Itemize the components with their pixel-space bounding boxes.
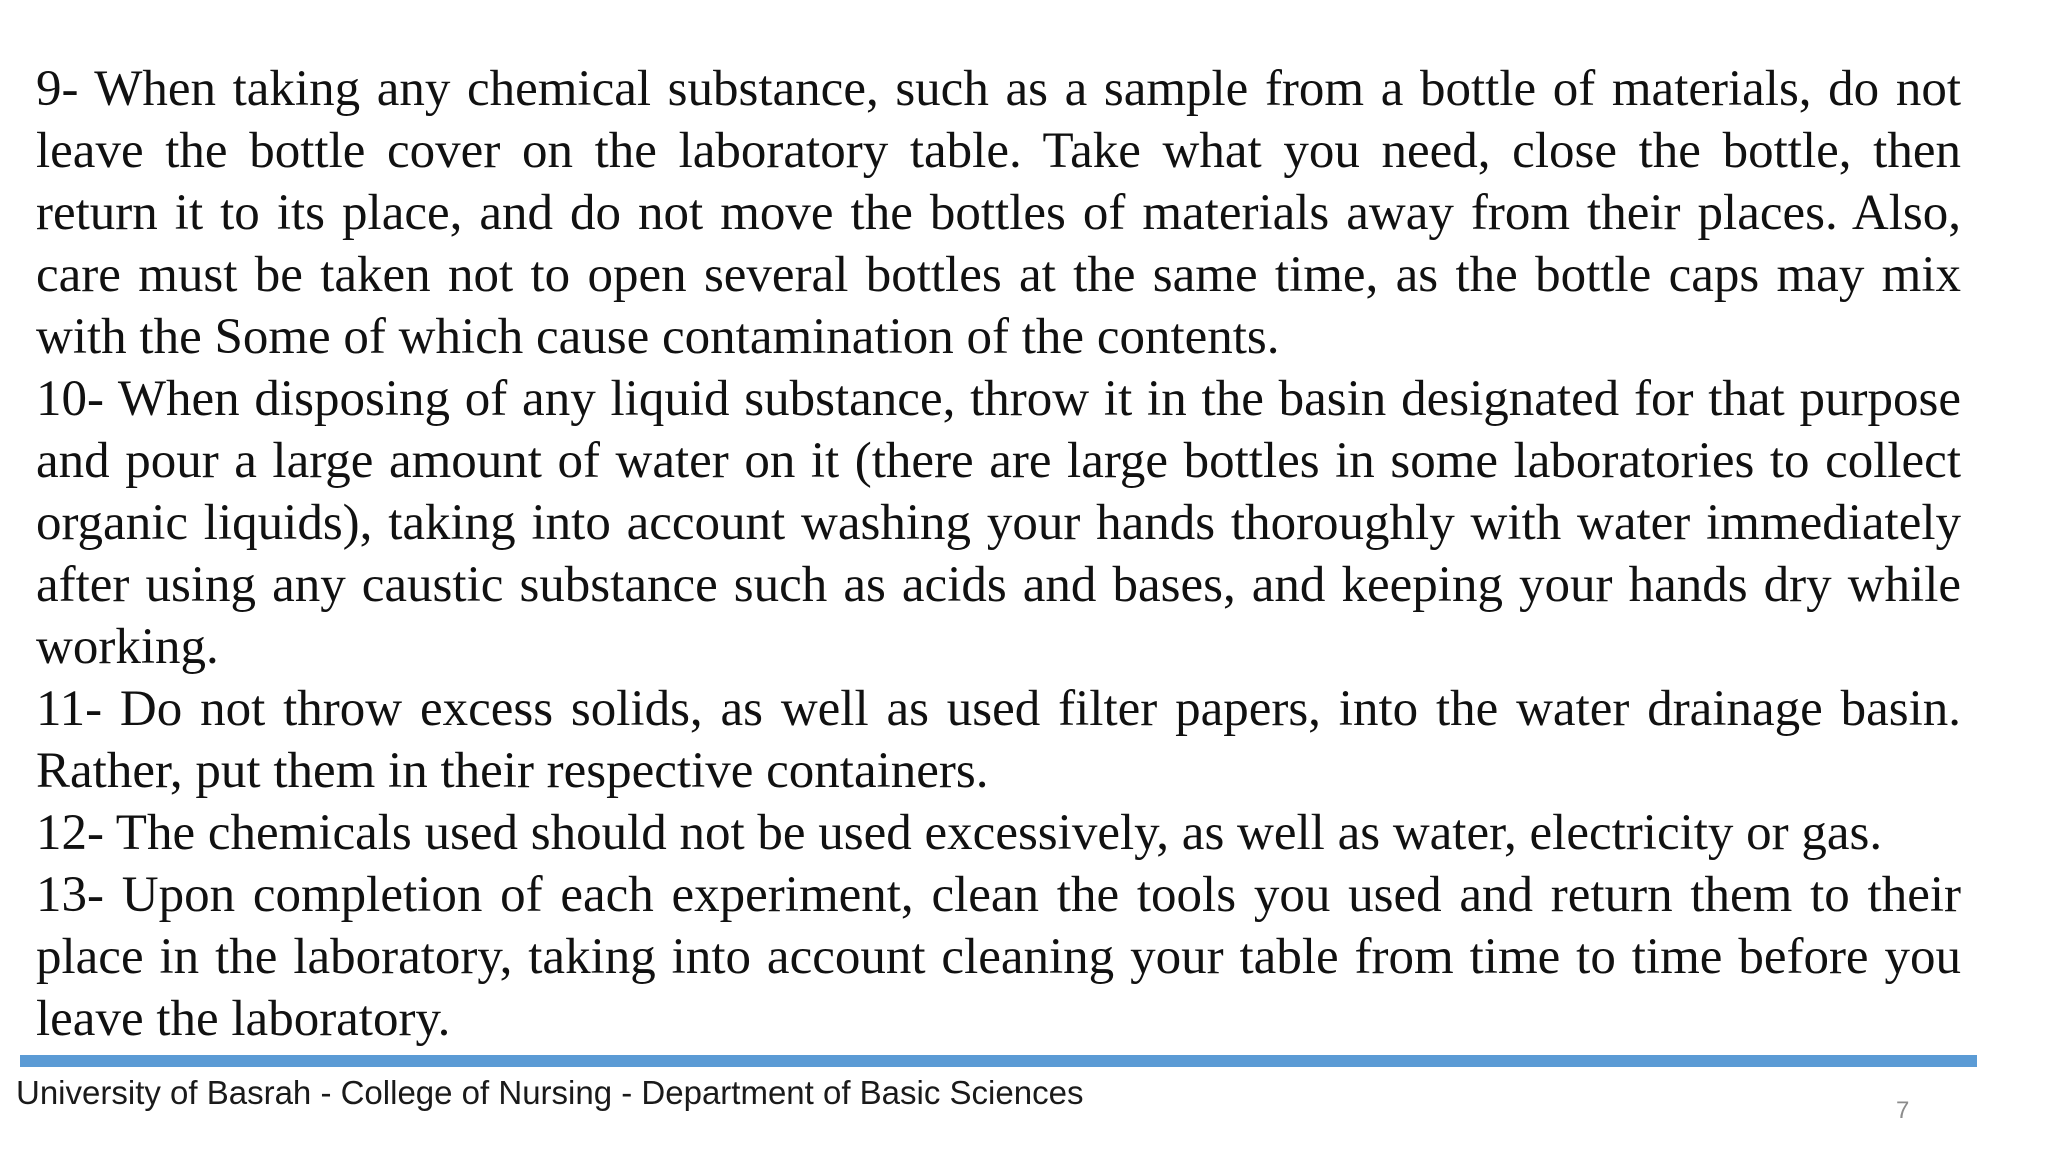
rule-item-10: 10- When disposing of any liquid substance, throw it in the basin designated for that purpose and pour a large amount of water on it (there are large bottles in some laboratories to collect organic liquids), taking into account washing your hands thoroughly with water immediately after using any caustic substance such as acids and bases, and keeping your hands dry while working. [36, 371, 1961, 675]
slide-body [36, 58, 1961, 1050]
footer-institution: University of Basrah - College of Nursing - Department of Basic Sciences [16, 1074, 1084, 1111]
page-number: 7 [1896, 1097, 1910, 1124]
rule-item-12: 12- The chemicals used should not be used excessively, as well as water, electricity or gas. [36, 805, 1883, 861]
rule-item-9: 9- When taking any chemical substance, such as a sample from a bottle of materials, do not leave the bottle cover on the laboratory table. Take what you need, close the bottle, then return it to its place, and do not move the bottles of materials away from their places. Also, care must be taken not to open several bottles at the same time, as the bottle caps may mix with the Some of which cause contamination of the contents. [36, 61, 1961, 365]
rule-item-13: 13- Upon completion of each experiment, clean the tools you used and return them to their place in the laboratory, taking into account cleaning your table from time to time before you leave the laboratory. [36, 867, 1961, 1047]
rule-item-11: 11- Do not throw excess solids, as well as used filter papers, into the water drainage basin. Rather, put them in their respective containers. [36, 681, 1961, 799]
footer-divider [20, 1055, 1977, 1067]
